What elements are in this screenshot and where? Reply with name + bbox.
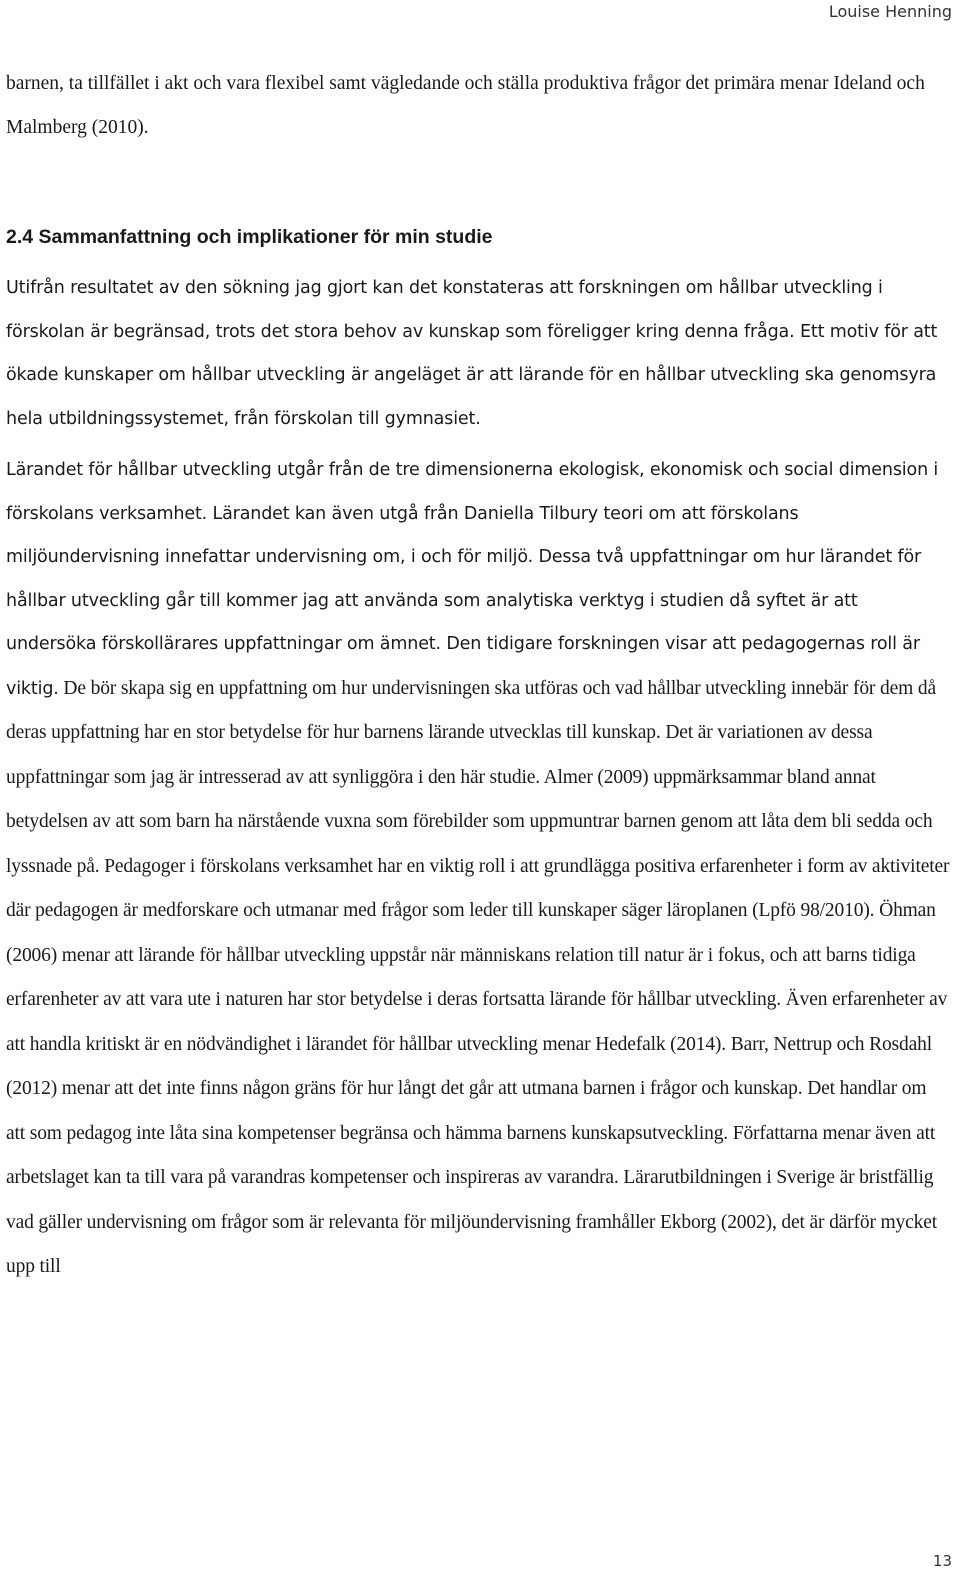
summary-paragraph-part-1: Utifrån resultatet av den sökning jag gjort kan det konstateras att forskningen om hållbar utveckling i förskolan är begränsad, trots det stora behov av kunskap som föreligger kring denna fråga.: [6, 278, 883, 342]
implications-paragraph-part-2: Lärandet kan även utgå från Daniella Tilbury teori om att förskolans miljöundervisning innefattar undervisning om, i och för miljö.: [6, 503, 799, 567]
summary-paragraph-part-2: Ett motiv för att ökade kunskaper om hållbar utveckling är angeläget är att lärande för en hållbar utveckling ska genomsyra hela utbildningssystemet, från förskolan till gymnasiet.: [6, 321, 938, 429]
page-number: 13: [932, 1552, 952, 1570]
document-body: [6, 62, 950, 1290]
intro-paragraph: barnen, ta tillfället i akt och vara flexibel samt vägledande och ställa produktiva frågor det primära menar Ideland och Malmberg (2010).: [6, 73, 925, 138]
header-author: Louise Henning: [828, 2, 952, 21]
implications-paragraph-part-3: Dessa två uppfattningar om hur lärandet för hållbar utveckling går till kommer jag att använda som analytiska verktyg i studien då syftet är att undersöka förskollärares uppfattningar om ämnet. Den tidigare forskningen visar att pedagogernas roll är viktig.: [6, 547, 922, 699]
section-heading: 2.4 Sammanfattning och implikationer för min studie: [6, 226, 493, 248]
implications-paragraph: [6, 449, 950, 1290]
implications-paragraph-part-1: Lärandet för hållbar utveckling utgår från de tre dimensionerna ekologisk, ekonomisk och social dimension i förskolans verksamhet.: [6, 460, 939, 524]
implications-paragraph-part-4: De bör skapa sig en uppfattning om hur undervisningen ska utföras och vad hållbar utveckling innebär för dem då deras uppfattning har en stor betydelse för hur barnens lärande utvecklas till kunskap. Det är variationen av dessa uppfattningar som jag är intresserad av att synliggöra i den här studie. Almer (2009) uppmärksammar bland annat betydelsen av att som barn ha närstående vuxna som förebilder som uppmuntrar barnen genom att låta dem bli sedda och lyssnade på. Pedagoger i förskolans verksamhet har en viktig roll i att grundlägga positiva erfarenheter i form av aktiviteter där pedagogen är medforskare och utmanar med frågor som leder till kunskaper säger läroplanen (Lpfö 98/2010). Öhman (2006) menar att lärande för hållbar utveckling uppstår när människans relation till natur är i fokus, och att barns tidiga erfarenheter av att vara ute i naturen har stor betydelse i deras fortsatta lärande för hållbar utveckling. Även erfarenheter av att handla kritiskt är en nödvändighet i lärandet för hållbar utveckling menar Hedefalk (2014). Barr, Nettrup och Rosdahl (2012) menar att det inte finns någon gräns för hur långt det går att utmana barnen i frågor och kunskap. Det handlar om att som pedagog inte låta sina kompetenser begränsa och hämma barnens kunskapsutveckling. Författarna menar även att arbetslaget kan ta till vara på varandras kompetenser och inspireras av varandra. Lärarutbildningen i Sverige är bristfällig vad gäller undervisning om frågor som är relevanta för miljöundervisning framhåller Ekborg (2002), det är därför mycket upp till: [6, 677, 950, 1277]
summary-paragraph: [6, 267, 950, 441]
